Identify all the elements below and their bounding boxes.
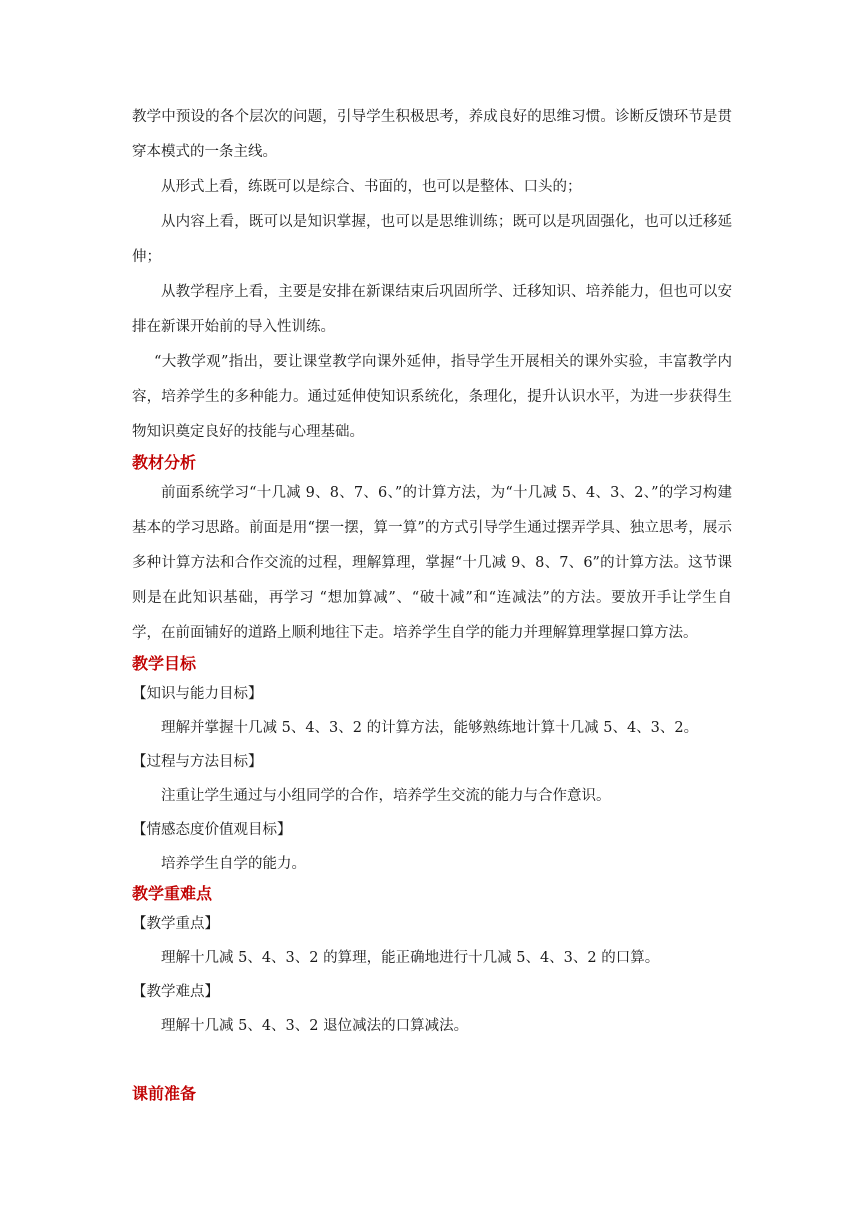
section-heading-goals: 教学目标 [132,654,197,673]
difficulty-label: 【教学难点】 [132,984,219,1000]
goal-label-knowledge: 【知识与能力目标】 [132,686,263,702]
document-page [132,100,732,1107]
key-point-label: 【教学重点】 [132,916,219,932]
analysis-paragraph: 前面系统学习“十几减 9、8、7、6、”的计算方法，为“十几减 5、4、3、2、”的学习构建基本的学习思路。前面是用“摆一摆，算一算”的方式引导学生通过摆弄学具、独立思考，展示多种计算方法和合作交流的过程，理解算理，掌握“十几减 9、8、7、6”的计算方法。这节课则是在此知识基础，再学习 “想加算减”、“破十减”和“连减法”的方法。要放开手让学生自学，在前面铺好的道路上顺利地往下走。培养学生自学的能力并理解算理掌握口算方法。 [132,485,732,641]
intro-paragraph-3: 从内容上看，既可以是知识掌握，也可以是思维训练；既可以是巩固强化，也可以迁移延伸； [132,214,732,265]
goal-text-emotion: 培养学生自学的能力。 [161,856,306,872]
goal-label-process: 【过程与方法目标】 [132,754,263,770]
intro-paragraph-5: “大教学观”指出，要让课堂教学向课外延伸，指导学生开展相关的课外实验，丰富教学内容，培养学生的多种能力。通过延伸使知识系统化，条理化，提升认识水平，为进一步获得生物知识奠定良好的技能与心理基础。 [132,354,732,440]
section-heading-key-points: 教学重难点 [132,884,213,903]
intro-paragraph-1: 教学中预设的各个层次的问题，引导学生积极思考，养成良好的思维习惯。诊断反馈环节是贯穿本模式的一条主线。 [132,109,732,160]
goal-text-knowledge: 理解并掌握十几减 5、4、3、2 的计算方法，能够熟练地计算十几减 5、4、3、2。 [161,720,699,736]
intro-paragraph-2: 从形式上看，练既可以是综合、书面的，也可以是整体、口头的； [161,179,582,195]
key-point-text: 理解十几减 5、4、3、2 的算理，能正确地进行十几减 5、4、3、2 的口算。 [161,950,660,966]
section-heading-prep: 课前准备 [132,1084,197,1103]
difficulty-text: 理解十几减 5、4、3、2 退位减法的口算减法。 [161,1018,469,1034]
goal-label-emotion: 【情感态度价值观目标】 [132,822,292,838]
intro-paragraph-4: 从教学程序上看，主要是安排在新课结束后巩固所学、迁移知识、培养能力，但也可以安排在新课开始前的导入性训练。 [132,284,732,335]
section-spacer [132,1043,732,1081]
goal-text-process: 注重让学生通过与小组同学的合作，培养学生交流的能力与合作意识。 [161,788,611,804]
section-heading-analysis: 教材分析 [132,453,197,472]
